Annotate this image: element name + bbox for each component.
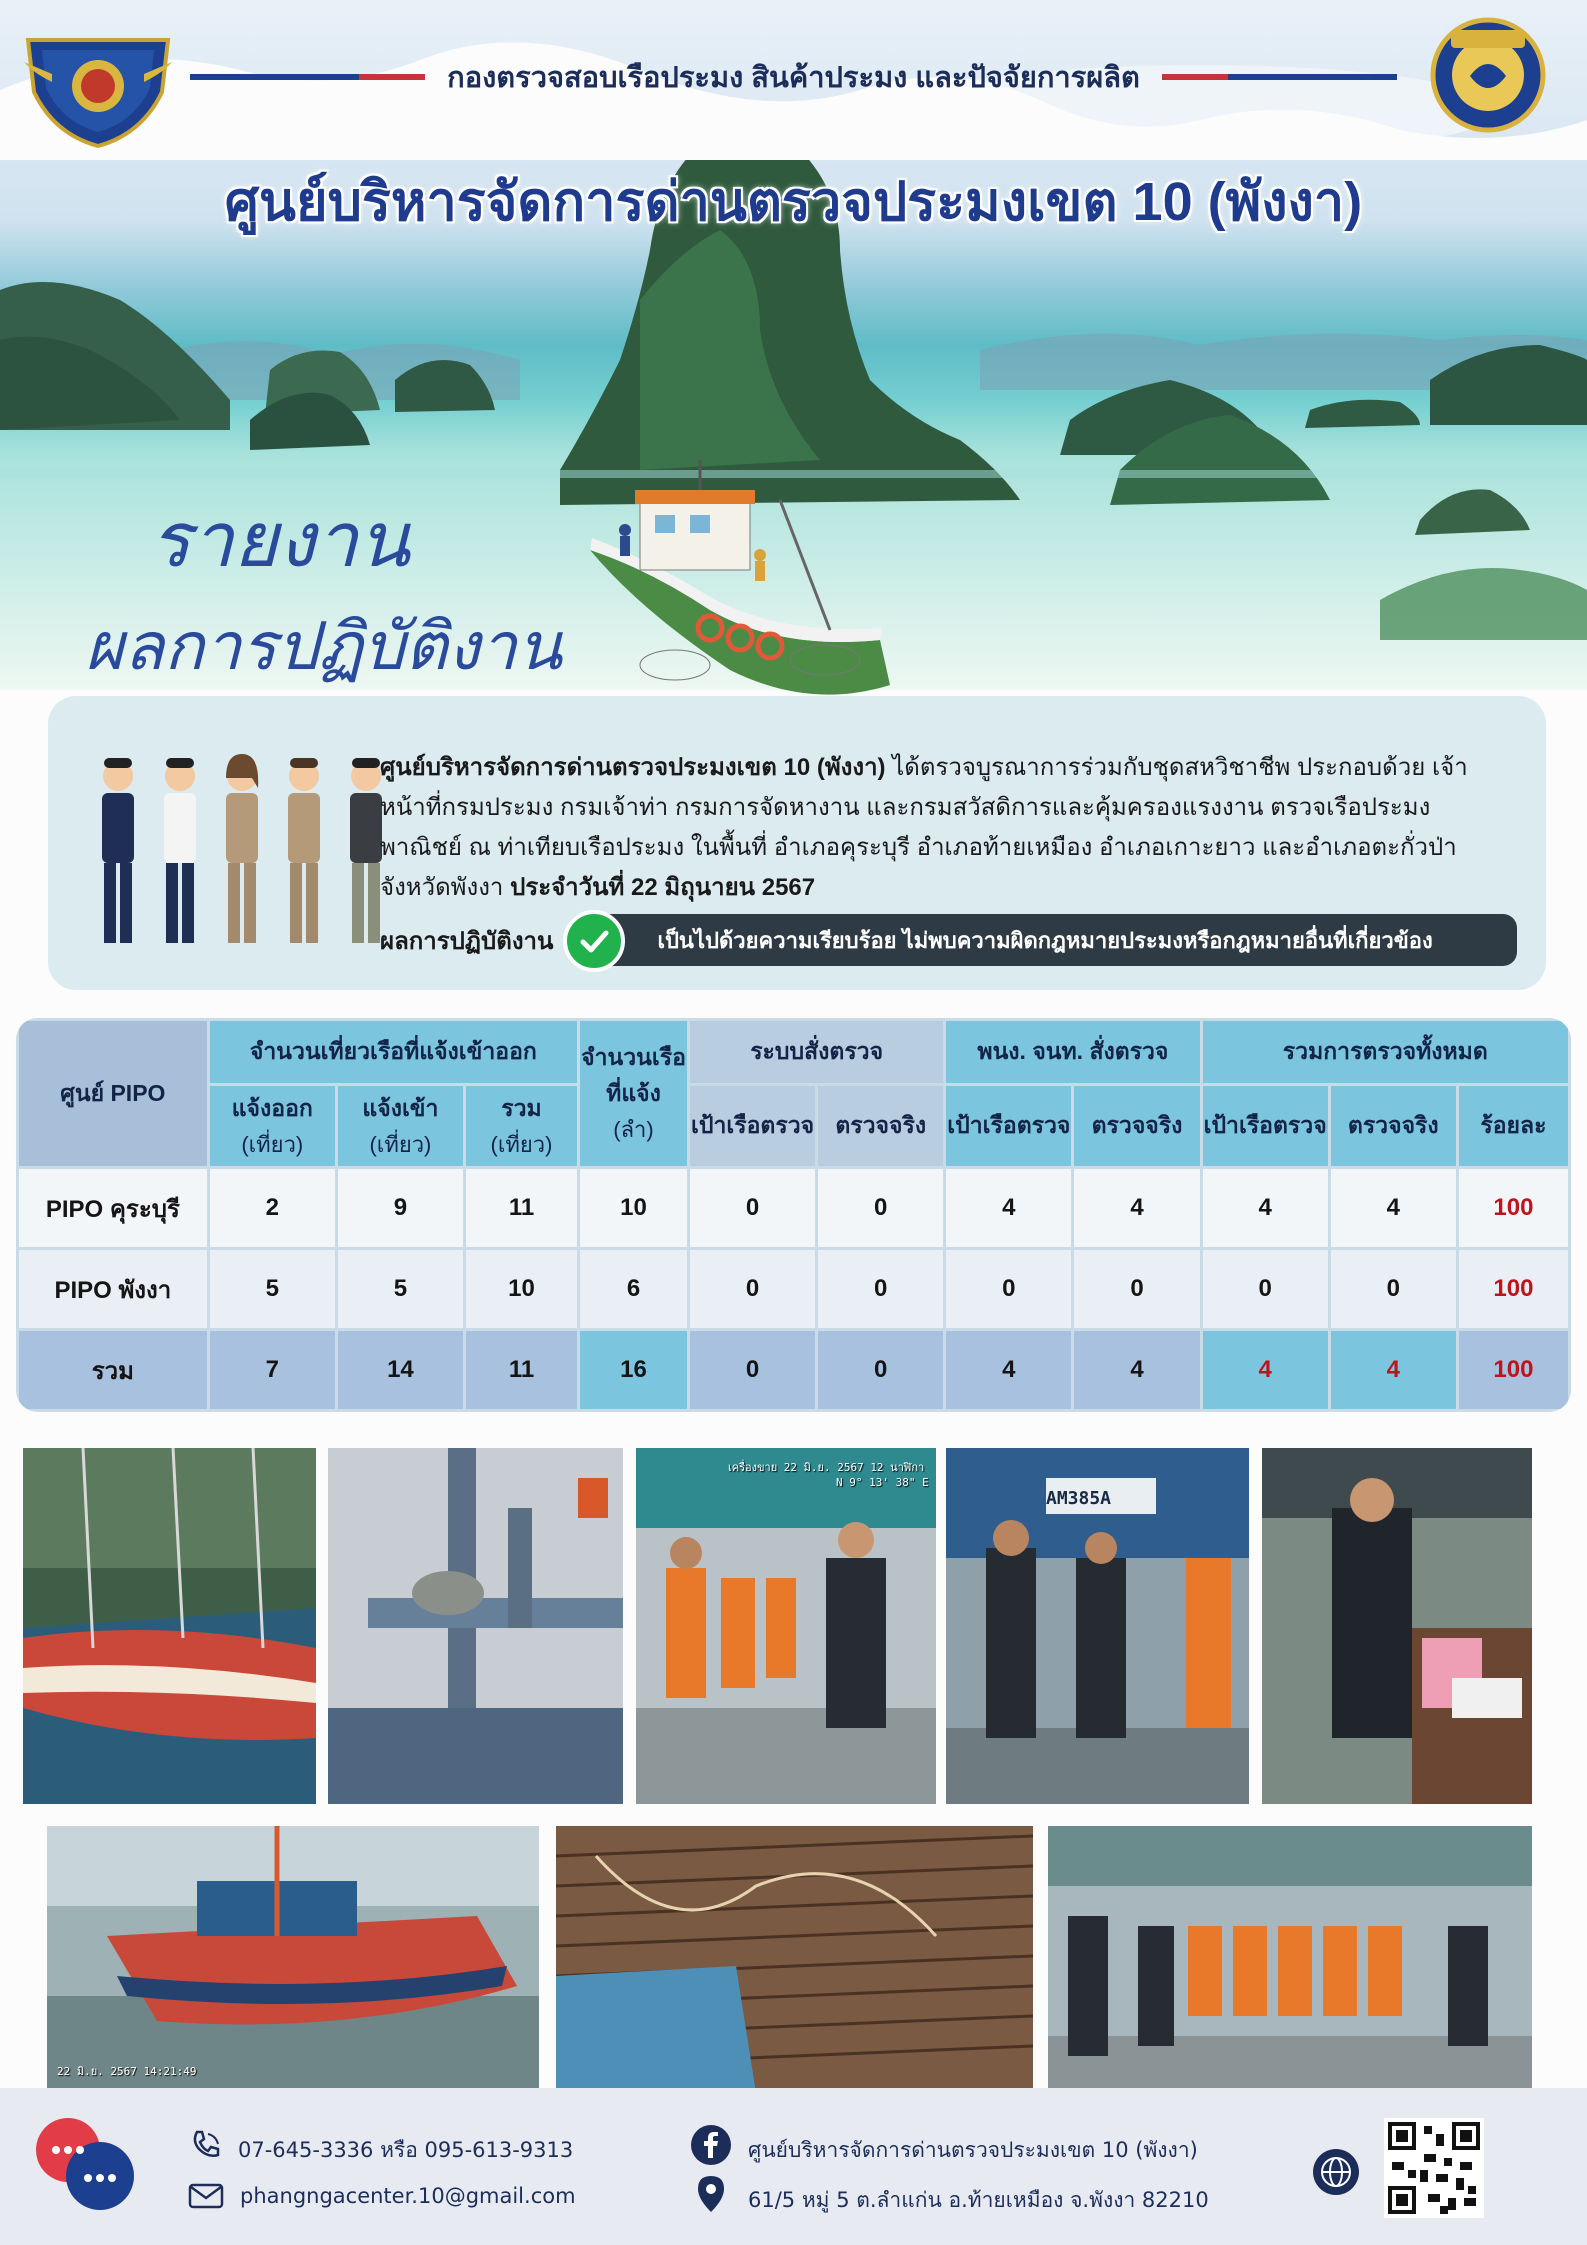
fishery-inspection-logo: [22, 22, 174, 150]
cell-total: 11: [466, 1169, 577, 1247]
photo-crew-inspection: [636, 1448, 936, 1804]
photo-boat-id: AM385A: [1046, 1488, 1112, 1509]
report-heading: รายงาน: [150, 495, 410, 584]
cell-all-target: 0: [1203, 1250, 1328, 1328]
col-header-off-target: เป้าเรือตรวจ: [946, 1086, 1071, 1166]
col-header-sys-actual: ตรวจจริง: [818, 1086, 943, 1166]
cell-off-target: 0: [946, 1250, 1071, 1328]
cell-sys-actual: 0: [818, 1250, 943, 1328]
total-in: 14: [338, 1331, 463, 1409]
chat-bubbles-icon: [30, 2112, 140, 2222]
table-row: [19, 1250, 1568, 1328]
total-boats: 16: [580, 1331, 687, 1409]
cell-off-target: 4: [946, 1169, 1071, 1247]
facebook-icon: [690, 2124, 732, 2166]
photo-boat-dock: [47, 1826, 539, 2093]
cell-off-actual: 0: [1074, 1250, 1199, 1328]
col-header-all-actual: ตรวจจริง: [1331, 1086, 1456, 1166]
total-off-target: 4: [946, 1331, 1071, 1409]
check-icon: [563, 910, 625, 972]
total-percent: 100: [1459, 1331, 1568, 1409]
col-header-out-unit: (เที่ยว): [241, 1131, 304, 1157]
qr-code[interactable]: [1384, 2118, 1484, 2218]
photo-fishing-gear: [556, 1826, 1033, 2093]
department-name: กองตรวจสอบเรือประมง สินค้าประมง และปัจจัยการผลิต: [447, 62, 1140, 94]
table-total-row: [19, 1331, 1568, 1409]
cell-off-actual: 4: [1074, 1169, 1199, 1247]
footer-facebook: ศูนย์บริหารจัดการด่านตรวจประมงเขต 10 (พังงา): [748, 2138, 1198, 2162]
cell-boats: 10: [580, 1169, 687, 1247]
col-header-out-label: แจ้งออก: [231, 1094, 313, 1121]
info-body: ได้ตรวจบูรณาการร่วมกับชุดสหวิชาชีพ ประกอบด้วย เจ้าหน้าที่กรมประมง กรมเจ้าท่า กรมการจัดหางาน และกรมสวัสดิการและคุ้มครองแรงงาน ตรวจเรือประมงพาณิชย์ ณ ท่าเทียบเรือประมง ในพื้นที่ อำเภอคุระบุรี อำเภอท้ายเหมือง อำเภอเกาะยาว และอำเภอตะกั่วป่า จังหวัดพังงา: [380, 754, 1468, 901]
cell-in: 9: [338, 1169, 463, 1247]
email-icon: [188, 2182, 224, 2210]
photo-boat-hull: [23, 1448, 316, 1804]
col-header-center: ศูนย์ PIPO: [19, 1021, 207, 1166]
cell-all-actual: 0: [1331, 1250, 1456, 1328]
location-pin-icon: [696, 2174, 726, 2214]
col-header-trips: จำนวนเที่ยวเรือที่แจ้งเข้าออก: [210, 1021, 577, 1083]
col-header-all-target: เป้าเรือตรวจ: [1203, 1086, 1328, 1166]
col-header-boats-unit: (ลำ): [613, 1117, 654, 1142]
cell-sys-target: 0: [690, 1250, 815, 1328]
info-lead: ศูนย์บริหารจัดการด่านตรวจประมงเขต 10 (พังงา): [380, 754, 886, 781]
header-rule-left: [190, 74, 425, 80]
col-header-in-unit: (เที่ยว): [369, 1131, 432, 1157]
col-header-in-label: แจ้งเข้า: [362, 1094, 439, 1121]
total-sys-target: 0: [690, 1331, 815, 1409]
photo-document-check: [1262, 1448, 1532, 1804]
col-header-percent: ร้อยละ: [1459, 1086, 1568, 1166]
photo-coord: N 9° 13' 38" E: [836, 1476, 929, 1489]
col-header-off-actual: ตรวจจริง: [1074, 1086, 1199, 1166]
cell-sys-actual: 0: [818, 1169, 943, 1247]
globe-icon: [1312, 2148, 1360, 2196]
total-all-actual: 4: [1331, 1331, 1456, 1409]
result-text: เป็นไปด้วยความเรียบร้อย ไม่พบความผิดกฎหมายประมงหรือกฎหมายอื่นที่เกี่ยวข้อง: [657, 927, 1433, 953]
page-title: ศูนย์บริหารจัดการด่านตรวจประมงเขต 10 (พังงา): [224, 172, 1363, 232]
photo-boat-mast: [328, 1448, 623, 1804]
photo-stamp: เครื่องขาย 22 มิ.ย. 2567 12 นาฬิกา: [728, 1461, 925, 1474]
multidisciplinary-staff-illustration: [88, 748, 408, 958]
col-header-out: [210, 1086, 335, 1166]
col-header-in: [338, 1086, 463, 1166]
total-all-target: 4: [1203, 1331, 1328, 1409]
header-rule-right: [1162, 74, 1397, 80]
cell-sys-target: 0: [690, 1169, 815, 1247]
cell-percent: 100: [1459, 1250, 1568, 1328]
inspection-table: [16, 1018, 1571, 1412]
col-header-total-unit: (เที่ยว): [490, 1131, 553, 1157]
report-subheading: ผลการปฏิบัติงาน: [85, 608, 562, 685]
department-of-fisheries-logo: [1415, 16, 1561, 134]
cell-out: 2: [210, 1169, 335, 1247]
total-off-actual: 4: [1074, 1331, 1199, 1409]
footer-phone: 07-645-3336 หรือ 095-613-9313: [238, 2138, 574, 2162]
photo-date: 22 มิ.ย. 2567 14:21:49: [57, 2065, 197, 2078]
col-header-sys-target: เป้าเรือตรวจ: [690, 1086, 815, 1166]
result-label: ผลการปฏิบัติงาน: [380, 927, 554, 955]
col-header-all: รวมการตรวจทั้งหมด: [1203, 1021, 1568, 1083]
col-header-boats-label: จำนวนเรือที่แจ้ง: [581, 1044, 686, 1106]
table-row: [19, 1169, 1568, 1247]
col-header-boats: [580, 1021, 687, 1166]
fishing-boat-illustration: [580, 460, 910, 720]
cell-out: 5: [210, 1250, 335, 1328]
cell-all-target: 4: [1203, 1169, 1328, 1247]
total-out: 7: [210, 1331, 335, 1409]
info-date: ประจำวันที่ 22 มิถุนายน 2567: [510, 874, 816, 901]
cell-all-actual: 4: [1331, 1169, 1456, 1247]
col-header-system: ระบบสั่งตรวจ: [690, 1021, 943, 1083]
cell-boats: 6: [580, 1250, 687, 1328]
cell-percent: 100: [1459, 1169, 1568, 1247]
cell-total: 10: [466, 1250, 577, 1328]
footer-email: phangngacenter.10@gmail.com: [240, 2184, 576, 2208]
row-name: PIPO พังงา: [19, 1250, 207, 1328]
result-badge: [569, 914, 1517, 966]
footer-address: 61/5 หมู่ 5 ต.ลำแก่น อ.ท้ายเหมือง จ.พังงา 82210: [748, 2188, 1209, 2212]
total-sys-actual: 0: [818, 1331, 943, 1409]
cell-in: 5: [338, 1250, 463, 1328]
info-panel: [48, 696, 1546, 990]
result-row: [380, 914, 1517, 966]
phone-icon: [188, 2128, 222, 2162]
info-description: [380, 748, 1510, 908]
total-label: รวม: [19, 1331, 207, 1409]
row-name: PIPO คุระบุรี: [19, 1169, 207, 1247]
col-header-total: [466, 1086, 577, 1166]
total-total: 11: [466, 1331, 577, 1409]
department-header: [190, 54, 1397, 100]
col-header-officer: พนง. จนท. สั่งตรวจ: [946, 1021, 1199, 1083]
photo-group-team: [1048, 1826, 1532, 2093]
col-header-total-label: รวม: [501, 1094, 542, 1121]
photo-officers-documents: [946, 1448, 1249, 1804]
